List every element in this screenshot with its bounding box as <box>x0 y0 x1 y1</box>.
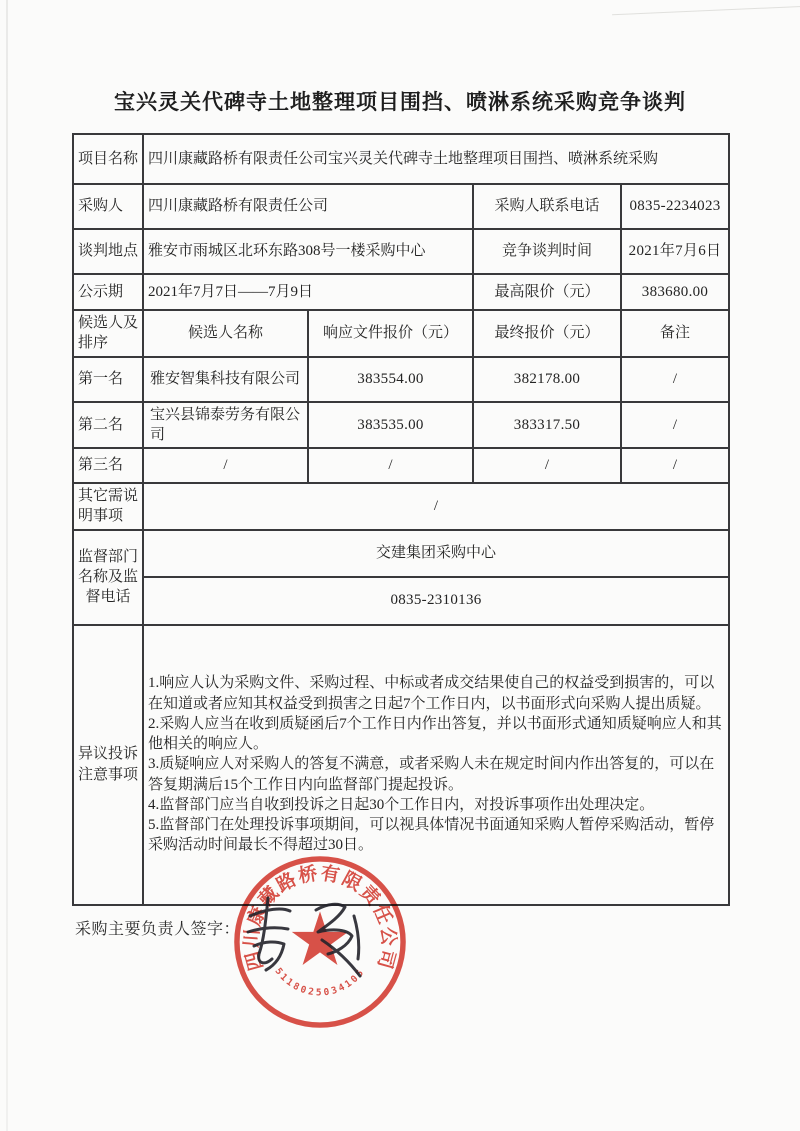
table-row <box>73 229 729 274</box>
candidate-3-name: / <box>143 448 308 483</box>
project-name-value: 四川康藏路桥有限责任公司宝兴灵关代碑寺土地整理项目围挡、喷淋系统采购 <box>143 134 729 184</box>
candidate-2-name: 宝兴县锦泰劳务有限公司 <box>143 402 308 449</box>
rank-2: 第二名 <box>73 402 143 449</box>
supervision-label: 监督部门名称及监督电话 <box>73 530 143 625</box>
header-doc-price: 响应文件报价（元） <box>308 310 473 357</box>
objection-item-2: 2.采购人应当在收到质疑函后7个工作日内作出答复，并以书面形式通知质疑响应人和其他相关的响应人。 <box>148 715 722 753</box>
handwritten-signature <box>236 886 401 986</box>
header-candidate-name: 候选人名称 <box>143 310 308 357</box>
purchaser-phone-value: 0835-2234023 <box>621 184 729 229</box>
table-row <box>73 134 729 184</box>
candidate-1-name: 雅安智集科技有限公司 <box>143 357 308 402</box>
objection-item-5: 5.监督部门在处理投诉事项期间，可以视具体情况书面通知采购人暂停采购活动，暂停采购活动时间最长不得超过30日。 <box>148 817 715 854</box>
supervision-phone-value: 0835-2310136 <box>143 577 729 625</box>
negotiation-location-value: 雅安市雨城区北环东路308号一楼采购中心 <box>143 229 473 274</box>
candidate-row-1 <box>73 357 729 402</box>
table-row <box>73 530 729 577</box>
rank-1: 第一名 <box>73 357 143 402</box>
objection-item-4: 4.监督部门应当自收到投诉之日起30个工作日内，对投诉事项作出处理决定。 <box>148 796 655 813</box>
page-title: 宝兴灵关代碑寺土地整理项目围挡、喷淋系统采购竞争谈判 <box>114 90 686 114</box>
negotiation-location-label: 谈判地点 <box>73 229 143 274</box>
table-row <box>73 577 729 625</box>
publicity-period-label: 公示期 <box>73 274 143 310</box>
publicity-period-value: 2021年7月7日——7月9日 <box>143 274 473 310</box>
candidate-row-3 <box>73 448 729 483</box>
candidate-3-final-price: / <box>473 448 621 483</box>
table-row <box>73 274 729 310</box>
seal-serial-text: 5118025034105 <box>272 965 368 999</box>
purchaser-label: 采购人 <box>73 184 143 229</box>
candidate-2-doc-price: 383535.00 <box>308 402 473 449</box>
table-row <box>73 184 729 229</box>
objection-item-3: 3.质疑响应人对采购人的答复不满意，或者采购人未在规定时间内作出答复的，可以在答复期满后15个工作日内向监督部门提起投诉。 <box>148 756 715 793</box>
candidate-3-doc-price: / <box>308 448 473 483</box>
candidate-1-remark: / <box>621 357 729 402</box>
candidate-1-final-price: 382178.00 <box>473 357 621 402</box>
purchaser-value: 四川康藏路桥有限责任公司 <box>143 184 473 229</box>
objection-item-1: 1.响应人认为采购文件、采购过程、中标或者成交结果使自己的权益受到损害的，可以在知道或者应知其权益受到损害之日起7个工作日内，以书面形式向采购人提出质疑。 <box>148 675 715 712</box>
supervision-dept-value: 交建集团采购中心 <box>143 530 729 577</box>
other-notes-value: / <box>143 483 729 530</box>
candidate-row-2 <box>73 402 729 449</box>
max-price-label: 最高限价（元） <box>473 274 621 310</box>
objection-label: 异议投诉注意事项 <box>73 625 143 905</box>
rank-3: 第三名 <box>73 448 143 483</box>
scan-line-artifact <box>612 6 800 16</box>
table-row <box>73 483 729 530</box>
candidates-header-row <box>73 310 729 357</box>
purchaser-phone-label: 采购人联系电话 <box>473 184 621 229</box>
candidate-2-remark: / <box>621 402 729 449</box>
header-rank: 候选人及排序 <box>73 310 143 357</box>
negotiation-time-label: 竞争谈判时间 <box>473 229 621 274</box>
project-name-label: 项目名称 <box>73 134 143 184</box>
candidate-1-doc-price: 383554.00 <box>308 357 473 402</box>
signer-label: 采购主要负责人签字： <box>75 921 241 938</box>
candidate-3-remark: / <box>621 448 729 483</box>
scan-edge-artifact <box>6 0 8 1131</box>
max-price-value: 383680.00 <box>621 274 729 310</box>
header-final-price: 最终报价（元） <box>473 310 621 357</box>
other-notes-label: 其它需说明事项 <box>73 483 143 530</box>
seal-company-text: 四川康藏路桥有限责任公司 <box>241 863 399 973</box>
candidate-2-final-price: 383317.50 <box>473 402 621 449</box>
procurement-result-table <box>72 133 730 906</box>
header-remark: 备注 <box>621 310 729 357</box>
negotiation-time-value: 2021年7月6日 <box>621 229 729 274</box>
